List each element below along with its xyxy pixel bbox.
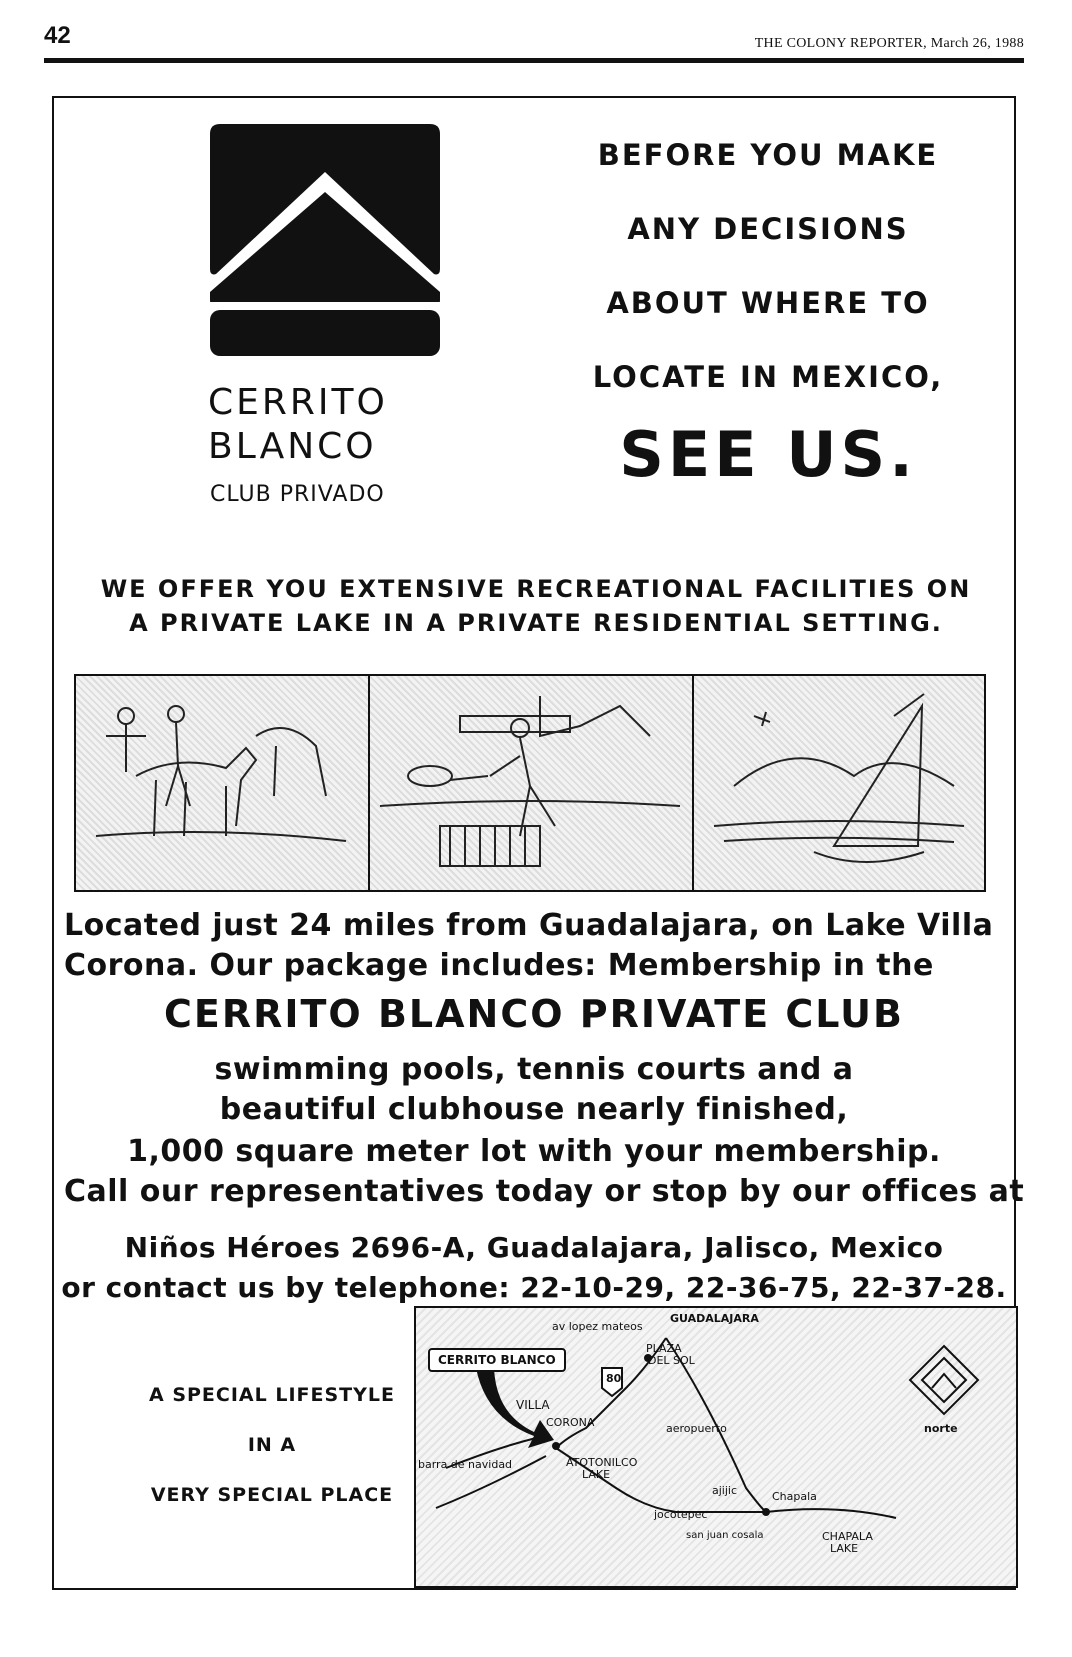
logo-name-line2: BLANCO xyxy=(208,426,377,467)
map-label-chapala: Chapala xyxy=(772,1490,817,1503)
map-label-atotonilco: ATOTONILCO xyxy=(566,1456,638,1469)
headline-line3: ABOUT WHERE TO xyxy=(606,286,930,320)
headline-line4: LOCATE IN MEXICO, xyxy=(592,360,944,394)
map-label-ajijic: ajijic xyxy=(712,1484,738,1497)
illustration-sailing xyxy=(694,676,984,890)
body-line5: 1,000 square meter lot with your membership. xyxy=(127,1134,941,1169)
body-line6: Call our representatives today or stop by our offices at xyxy=(64,1174,1025,1209)
address-line: Niños Héroes 2696-A, Guadalajara, Jalisco, Mexico xyxy=(124,1231,944,1264)
map-label-chapala-lake: CHAPALA xyxy=(822,1530,873,1543)
illustration-tennis xyxy=(370,676,694,890)
publication-line: THE COLONY REPORTER, March 26, 1988 xyxy=(754,36,1024,51)
telephone-line: or contact us by telephone: 22-10-29, 22-36-75, 22-37-28. xyxy=(61,1271,1007,1304)
headline-line2: ANY DECISIONS xyxy=(627,212,909,246)
logo-subtitle: CLUB PRIVADO xyxy=(210,482,385,507)
map-label-jocotepec: jocotepec xyxy=(654,1508,708,1521)
map-label-corona: CORONA xyxy=(546,1416,595,1429)
map-label-villa: VILLA xyxy=(516,1398,550,1412)
map-label-airport: aeropuerto xyxy=(666,1422,727,1435)
cerrito-blanco-logo-icon xyxy=(210,124,440,356)
header-rule xyxy=(44,58,1024,63)
sailboat-icon xyxy=(694,676,982,890)
body-line4: beautiful clubhouse nearly finished, xyxy=(219,1092,849,1127)
page-number: 42 xyxy=(44,22,71,49)
club-name: CERRITO BLANCO PRIVATE CLUB xyxy=(164,992,904,1036)
tagline-line2: IN A xyxy=(247,1434,297,1456)
map-label-lake: LAKE xyxy=(582,1468,611,1481)
map-label-chapala-lake2: LAKE xyxy=(830,1542,859,1555)
compass-icon xyxy=(910,1346,978,1414)
map-label-guadalajara: GUADALAJARA xyxy=(670,1312,759,1325)
map-badge: CERRITO BLANCO xyxy=(428,1348,566,1372)
body-line3: swimming pools, tennis courts and a xyxy=(214,1052,854,1087)
body-line1: Located just 24 miles from Guadalajara, on Lake Villa xyxy=(64,908,994,943)
offer-line1: WE OFFER YOU EXTENSIVE RECREATIONAL FACILITIES ON xyxy=(100,575,972,603)
map-label-avenue: av lopez mateos xyxy=(552,1320,643,1333)
map-label-north: norte xyxy=(924,1422,958,1435)
map-label-plaza2: DEL SOL xyxy=(648,1354,695,1367)
logo-name-line1: CERRITO xyxy=(208,382,388,423)
body-line2: Corona. Our package includes: Membership in the xyxy=(64,948,934,983)
illustration-strip xyxy=(74,674,986,892)
headline-line1: BEFORE YOU MAKE xyxy=(597,138,939,172)
location-map xyxy=(414,1306,1018,1588)
tagline-line1: A SPECIAL LIFESTYLE xyxy=(149,1384,395,1406)
bottom-rule xyxy=(52,1588,412,1590)
tennis-player-icon xyxy=(370,676,690,890)
horse-rider-icon xyxy=(76,676,366,890)
map-label-barra: barra de navidad xyxy=(418,1458,513,1471)
illustration-horse-riding xyxy=(76,676,370,890)
map-label-highway: 80 xyxy=(606,1372,622,1385)
offer-line2: A PRIVATE LAKE IN A PRIVATE RESIDENTIAL SETTING. xyxy=(129,609,943,637)
map-label-sanjuan: san juan cosala xyxy=(686,1530,764,1541)
tagline-line3: VERY SPECIAL PLACE xyxy=(150,1484,394,1506)
headline-cta: SEE US. xyxy=(619,418,917,491)
map-label-plaza: PLAZA xyxy=(646,1342,682,1355)
